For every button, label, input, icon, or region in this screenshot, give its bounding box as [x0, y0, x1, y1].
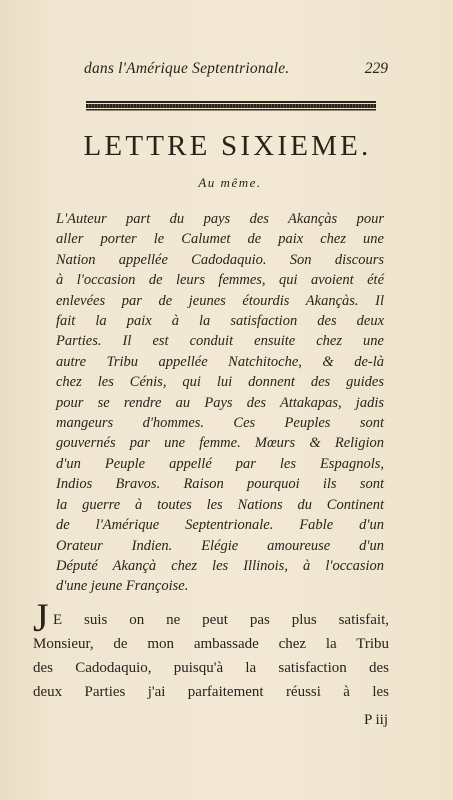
body-line: E suis on ne peut pas plus satisfait,: [53, 612, 389, 628]
summary-line: Nation appellée Cadodaquio. Son discours: [56, 251, 384, 268]
summary-line: la guerre à toutes les Nations du Continent: [56, 496, 384, 513]
running-head: dans l'Amérique Septentrionale.: [84, 60, 290, 77]
summary-line: Orateur Indien. Elégie amoureuse d'un: [56, 537, 384, 554]
summary-line: de l'Amérique Septentrionale. Fable d'un: [56, 517, 384, 534]
summary-line: Parties. Il est conduit ensuite chez une: [56, 333, 384, 350]
summary-line: L'Auteur part du pays des Akançàs pour: [56, 211, 384, 227]
dedication: Au même.: [198, 175, 262, 190]
summary-line: autre Tribu appellée Natchitoche, & de-là: [56, 353, 384, 370]
summary-line: pour se rendre au Pays des Attakapas, jadis: [56, 394, 384, 411]
letter-summary: [56, 209, 384, 597]
summary-line: chez les Cénis, qui lui donnent des guides: [56, 374, 384, 391]
summary-line: Indios Bravos. Raison pourquoi ils sont: [56, 476, 384, 493]
body-text: [33, 608, 389, 704]
summary-line: enlevées par de jeunes étourdis Akançàs. Il: [56, 292, 384, 309]
letter-title: LETTRE SIXIEME.: [83, 130, 372, 162]
summary-line: Député Akançà chez les Illinois, à l'occasion: [56, 557, 384, 574]
ornamental-rule: [86, 101, 376, 111]
summary-line: d'un Peuple appellé par les Espagnols,: [56, 455, 384, 472]
summary-line: gouvernés par une femme. Mœurs & Religion: [56, 435, 384, 452]
page-number: 229: [364, 60, 388, 77]
catchword-signature: P iij: [363, 712, 388, 728]
summary-line: d'une jeune Françoise.: [56, 578, 189, 595]
drop-cap: J: [33, 595, 49, 640]
summary-line: à l'occasion de leurs femmes, qui avoient été: [56, 272, 384, 289]
summary-line: aller porter le Calumet de paix chez une: [56, 231, 384, 248]
summary-line: mangeurs d'hommes. Ces Peuples sont: [56, 415, 384, 432]
body-line: deux Parties j'ai parfaitement réussi à les: [33, 684, 389, 700]
summary-line: fait la paix à la satisfaction des deux: [56, 313, 384, 330]
body-line: Monsieur, de mon ambassade chez la Tribu: [33, 636, 389, 652]
body-line: des Cadodaquio, puisqu'à la satisfaction des: [33, 660, 389, 676]
